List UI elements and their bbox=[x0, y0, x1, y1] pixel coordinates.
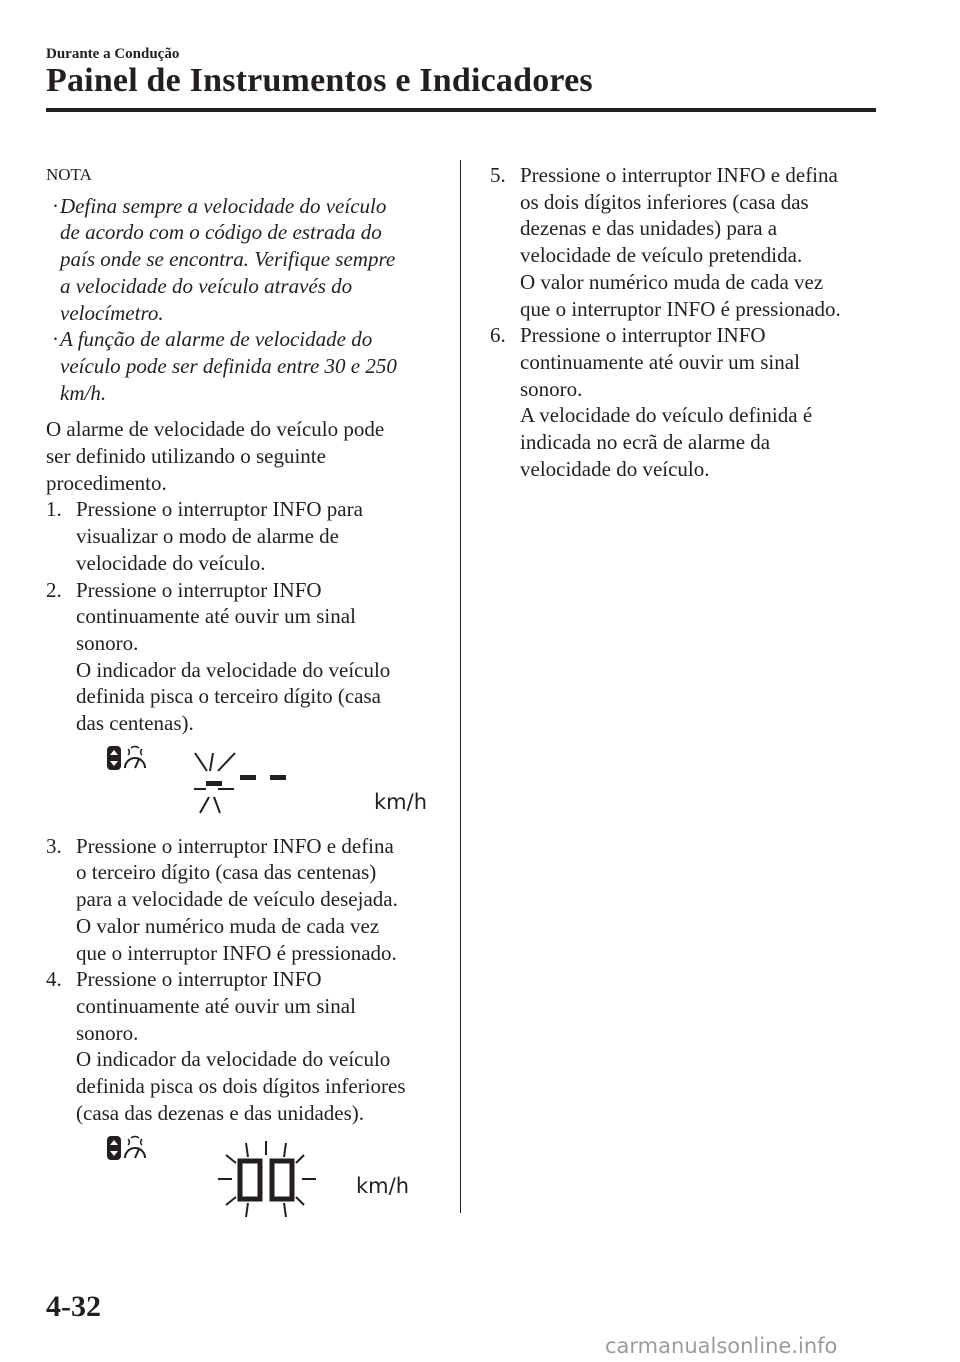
note-line: velocímetro. bbox=[60, 300, 164, 325]
watermark: carmanualsonline.info bbox=[605, 1334, 838, 1358]
step-line: sonoro. bbox=[520, 376, 583, 401]
right-column bbox=[490, 162, 890, 482]
step-number: 2. bbox=[46, 577, 62, 602]
speed-alarm-icon bbox=[108, 1136, 145, 1159]
speed-alarm-display-hundreds bbox=[46, 737, 446, 833]
step-line: os dois dígitos inferiores (casa das bbox=[520, 189, 809, 214]
step-line: sonoro. bbox=[76, 1020, 139, 1045]
step-number: 3. bbox=[46, 833, 62, 858]
step-line: continuamente até ouvir um sinal bbox=[76, 993, 356, 1018]
note-line: veículo pode ser definida entre 30 e 250 bbox=[60, 353, 397, 378]
text-line: O alarme de velocidade do veículo pode bbox=[46, 417, 385, 442]
bullet-icon: · bbox=[52, 327, 59, 352]
step-line: Pressione o interruptor INFO para bbox=[76, 497, 363, 522]
step-number: 6. bbox=[490, 323, 506, 348]
digit-zero-zero bbox=[240, 1161, 292, 1199]
step-line: das centenas). bbox=[76, 711, 194, 736]
blink-indicator-icon bbox=[218, 1141, 316, 1217]
step-line: para a velocidade de veículo desejada. bbox=[76, 887, 398, 912]
step-line: dezenas e das unidades) para a bbox=[520, 216, 778, 241]
step-line: O indicador da velocidade do veículo bbox=[76, 657, 391, 682]
step-line: Pressione o interruptor INFO bbox=[76, 967, 322, 992]
step-line: (casa das dezenas e das unidades). bbox=[76, 1100, 365, 1125]
step-line: velocidade de veículo pretendida. bbox=[520, 243, 803, 268]
step-line: A velocidade do veículo definida é bbox=[520, 403, 813, 428]
step-1 bbox=[46, 496, 446, 576]
page-title: Painel de Instrumentos e Indicadores bbox=[46, 62, 593, 99]
title-rule bbox=[46, 108, 876, 112]
step-6 bbox=[490, 322, 890, 482]
note-line: a velocidade do veículo através do bbox=[60, 273, 353, 298]
text-line: procedimento. bbox=[46, 470, 167, 495]
step-line: que o interruptor INFO é pressionado. bbox=[76, 940, 397, 965]
step-line: Pressione o interruptor INFO bbox=[76, 577, 322, 602]
step-3 bbox=[46, 833, 446, 967]
note-line: A função de alarme de velocidade do bbox=[60, 327, 373, 352]
note-item bbox=[46, 193, 446, 327]
step-line: velocidade do veículo. bbox=[520, 456, 710, 481]
step-5 bbox=[490, 162, 890, 322]
note-line: Defina sempre a velocidade do veículo bbox=[60, 193, 387, 218]
step-line: O valor numérico muda de cada vez bbox=[76, 913, 380, 938]
left-column bbox=[46, 162, 446, 1227]
intro-paragraph bbox=[46, 416, 446, 496]
note-item bbox=[46, 326, 446, 406]
step-2 bbox=[46, 577, 446, 737]
unit-label: km/h bbox=[356, 1173, 410, 1198]
step-line: O indicador da velocidade do veículo bbox=[76, 1047, 391, 1072]
bullet-icon: · bbox=[52, 193, 59, 218]
step-line: sonoro. bbox=[76, 630, 139, 655]
step-line: que o interruptor INFO é pressionado. bbox=[520, 296, 841, 321]
section-label: Durante a Condução bbox=[46, 46, 180, 62]
step-line: o terceiro dígito (casa das centenas) bbox=[76, 860, 377, 885]
note-line: de acordo com o código de estrada do bbox=[60, 220, 382, 245]
speed-alarm-display-graphic bbox=[46, 737, 446, 833]
note-line: país onde se encontra. Verifique sempre bbox=[60, 247, 396, 272]
step-line: Pressione o interruptor INFO e defina bbox=[520, 163, 838, 187]
nota-heading: NOTA bbox=[46, 165, 92, 184]
step-line: indicada no ecrã de alarme da bbox=[520, 430, 771, 455]
step-line: O valor numérico muda de cada vez bbox=[520, 269, 824, 294]
page-number: 4-32 bbox=[46, 1290, 101, 1323]
column-divider bbox=[460, 160, 461, 1213]
step-line: definida pisca o terceiro dígito (casa bbox=[76, 684, 381, 709]
step-line: definida pisca os dois dígitos inferiores bbox=[76, 1074, 406, 1099]
step-number: 5. bbox=[490, 163, 506, 187]
step-line: visualizar o modo de alarme de bbox=[76, 524, 339, 549]
step-line: velocidade do veículo. bbox=[76, 550, 266, 575]
speed-alarm-icon bbox=[108, 746, 145, 769]
speed-alarm-display-lower-digits bbox=[46, 1127, 446, 1227]
step-number: 4. bbox=[46, 967, 62, 992]
digit-dashes bbox=[206, 775, 286, 786]
step-line: Pressione o interruptor INFO bbox=[520, 323, 766, 348]
unit-label: km/h bbox=[374, 789, 428, 814]
note-line: km/h. bbox=[60, 380, 107, 405]
step-line: continuamente até ouvir um sinal bbox=[76, 604, 356, 629]
step-line: Pressione o interruptor INFO e defina bbox=[76, 833, 394, 858]
step-number: 1. bbox=[46, 497, 62, 522]
step-line: continuamente até ouvir um sinal bbox=[520, 349, 800, 374]
text-line: ser definido utilizando o seguinte bbox=[46, 444, 326, 469]
step-4 bbox=[46, 966, 446, 1126]
